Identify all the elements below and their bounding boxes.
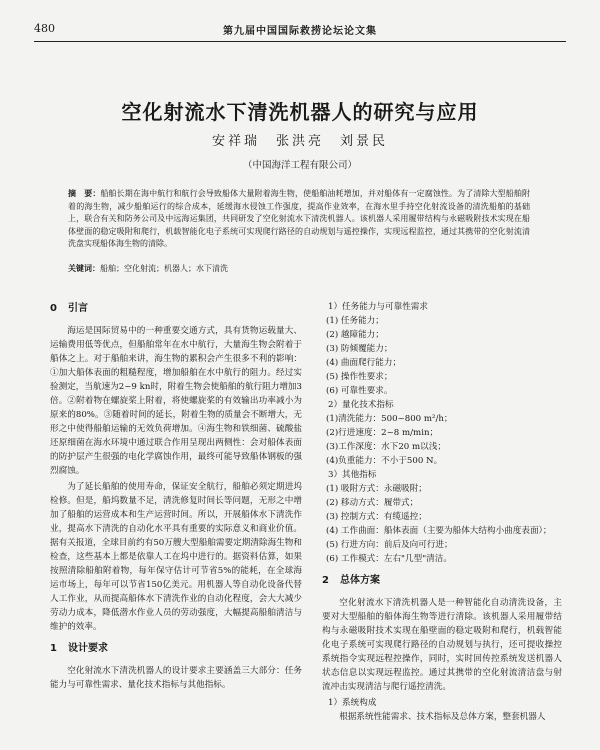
journal-title: 第九届中国国际救捞论坛论文集 (223, 26, 377, 37)
list-item: (4)负重能力：不小于500 N。 (326, 456, 443, 466)
left-column (50, 300, 302, 694)
other-heading: 3）其他指标 (328, 470, 377, 480)
list-item: (1) 任务能力； (326, 316, 384, 326)
intro-paragraph-1: 海运是国际贸易中的一种重要交通方式，具有货物运载量大、运输费用低等优点，但船舶常年在水中航行，大量海生物会附着于船体之上。对于船舶来讲，海生物的累积会产生很多不利的影响：①加大船体表面的粗糙程度，增加船舶在水中航行的阻力。经过实验测定，当航速为2~9 kn时，附着生物会使船舶的航行阻力增加3倍。②附着物在螺旋桨上附着，将使螺旋桨的有效输出功率减小为原来的80%。③随着时间的延长，附着生物的质量会不断增大，无形之中使得船舶运输的无效负荷增加。④海生物和铁细菌、硫酸盐还原细菌在海水环境中通过联合作用呈现出两侧性：会对船体表面的防护层产生很强的电化学腐蚀作用，最终可能导致船体钢板的强烈腐蚀。 (50, 326, 302, 476)
list-item: (1) 吸附方式：永磁吸附； (326, 484, 427, 494)
list-item: (1)清洗能力：500~800 m²/h； (326, 414, 453, 424)
list-item: (6) 工作模式：左右"几型"清洁。 (326, 554, 452, 564)
affiliation: （中国海洋工程有限公司） (242, 160, 357, 171)
keywords (68, 263, 530, 274)
list-item: (3)工作深度：水下20 m以浅； (326, 442, 446, 452)
list-item: (4) 曲面爬行能力； (326, 358, 402, 368)
authors: 安祥瑞 张洪亮 刘景民 (211, 134, 388, 149)
list-item: (3) 防倾覆能力； (326, 344, 393, 354)
design-paragraph: 空化射流水下清洗机器人的设计要求主要涵盖三大部分：任务能力与可靠性需求、量化技术指标与其他指标。 (50, 666, 302, 690)
abstract-text: 船舶长期在海中航行和航行会导致船体大量附着海生物，使船舶油耗增加，并对船体有一定腐蚀性。为了清除大型船舶附着的海生物，减少船舶运行的综合成本，延缓海水侵蚀工作强度，提高作业效率，在海水里手持空化射流设备的清洗船舶的基础上，联合有关和防务公司及中远海运集团，共同研发了空化射流水下清洗机器人。该机器人采用履带结构与永磁吸附技术实现在船体壁面的稳定吸附和爬行，机载智能化电子系统可实现爬行路径的自动规划与遥控操作，实现远程监控，通过其携带的空化射流清洗盘实现船体海生物的清除。 (68, 189, 531, 248)
list-item: (5) 操作性要求； (326, 372, 393, 382)
list-item: (2) 移动方式：履带式； (326, 498, 419, 508)
list-item: (4) 工作曲面：船体表面（主要为船体大结构小曲度表面）； (326, 526, 552, 536)
intro-paragraph-2: 为了延长船舶的使用寿命，保证安全航行，船舶必须定期进坞检修。但是，船坞数量不足，清洗修复时间长等问题，无形之中增加了船舶的运营成本和生产运营时间。所以，开展船体水下清洗作业，提高水下清洗的自动化水平具有重要的实际意义和商业价值。据有关报道，全球目前约有50万艘大型船舶需要定期清除海生物和检查，这些基本上都是依靠人工在坞中进行的。据资料估算，如果按照清除船舶附着物，每年保守估计可节省5%的能耗，在全球海运市场上，每年可以节省150亿美元。用机器人等自动化设备代替人工作业，从而提高船体水下清洗作业的自动化程度，会大大减少劳动力成本，降低潜水作业人员的劳动强度，大幅提高船舶清洁与维护的效率。 (50, 482, 302, 632)
abstract-label: 摘 要： (68, 189, 101, 198)
section-heading-scheme: 2 总体方案 (322, 575, 380, 586)
scheme-paragraph: 空化射流水下清洗机器人是一种智能化自动清洗设备，主要对大型船舶的船体海生物等进行清除。该机器人采用履带结构与永磁吸附技术实现在船壁面的稳定吸附和爬行，机载智能化电子系统可实现爬行路径的自动规划与执行，还可提收操控系统指令实现远程控操作，同时，实时回传控系统发送机器人状态信息以实现远程监控。通过其携带的空化射流清洁盘与射流冲击实现清洁与爬行遥控清洗。 (322, 598, 562, 692)
list-item: (3) 控制方式：有缆遥控； (326, 512, 427, 522)
list-item: (2) 越障能力； (326, 330, 384, 340)
right-column (322, 300, 562, 726)
list-item: (2)行进速度：2~8 m/min； (326, 428, 439, 438)
section-heading-intro: 0 引言 (50, 303, 88, 314)
page-number: 480 (34, 22, 55, 35)
composition-heading: 1）系统构成 (328, 698, 377, 708)
paper-title: 空化射流水下清洗机器人的研究与应用 (121, 100, 479, 124)
indicators-heading: 2）量化技术指标 (328, 400, 394, 410)
list-item: (6) 可靠性要求。 (326, 386, 393, 396)
list-item: (5) 行进方向：前后及向可行进； (326, 540, 453, 550)
running-header (34, 22, 566, 38)
section-heading-design: 1 设计要求 (50, 643, 108, 654)
header-rule (34, 41, 566, 42)
keywords-label: 关键词： (68, 264, 100, 273)
composition-paragraph: 根据系统性能需求、技术指标及总体方案，整套机器人 (339, 712, 546, 722)
requirements-heading: 1）任务能力与可靠性需求 (328, 302, 428, 312)
keywords-text: 船舶；空化射流；机器人；水下清洗 (100, 264, 228, 273)
abstract (68, 188, 530, 251)
